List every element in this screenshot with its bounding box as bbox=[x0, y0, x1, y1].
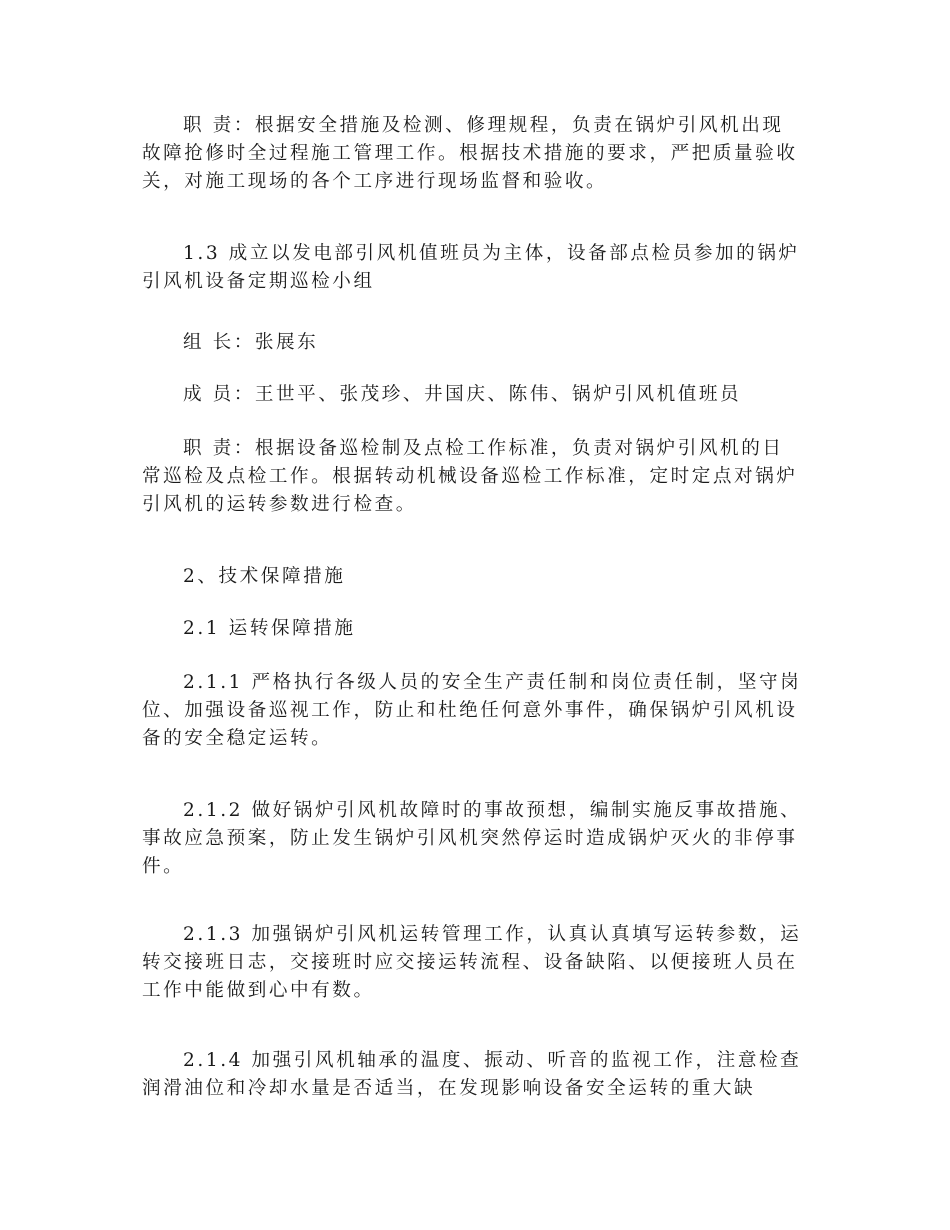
paragraph-2-1-3: 2.1.3 加强锅炉引风机运转管理工作，认真认真填写运转参数，运转交接班日志，交接班时应交接运转流程、设备缺陷、以便接班人员在工作中能做到心中有数。 bbox=[142, 924, 802, 1001]
heading-section-2: 2、技术保障措施 bbox=[183, 566, 346, 587]
heading-section-2-1: 2.1 运转保障措施 bbox=[183, 618, 356, 639]
paragraph-2-1-1: 2.1.1 严格执行各级人员的安全生产责任制和岗位责任制，坚守岗位、加强设备巡视工作，防止和杜绝任何意外事件，确保锅炉引风机设备的安全稳定运转。 bbox=[142, 672, 802, 749]
paragraph-section-1-3: 1.3 成立以发电部引风机值班员为主体，设备部点检员参加的锅炉引风机设备定期巡检小组 bbox=[142, 243, 800, 292]
paragraph-2-1-4: 2.1.4 加强引风机轴承的温度、振动、听音的监视工作，注意检查润滑油位和冷却水量是否适当，在发现影响设备安全运转的重大缺 bbox=[142, 1050, 802, 1099]
paragraph-members: 成 员：王世平、张茂珍、井国庆、陈伟、锅炉引风机值班员 bbox=[183, 384, 742, 405]
paragraph-duties-inspection: 职 责：根据设备巡检制及点检工作标准，负责对锅炉引风机的日常巡检及点检工作。根据转动机械设备巡检工作标准，定时定点对锅炉引风机的运转参数进行检查。 bbox=[142, 438, 798, 515]
paragraph-duties-repair: 职 责：根据安全措施及检测、修理规程，负责在锅炉引风机出现故障抢修时全过程施工管理工作。根据技术措施的要求，严把质量验收关，对施工现场的各个工序进行现场监督和验收。 bbox=[142, 115, 798, 192]
paragraph-2-1-2: 2.1.2 做好锅炉引风机故障时的事故预想，编制实施反事故措施、事故应急预案，防止发生锅炉引风机突然停运时造成锅炉灭火的非停事件。 bbox=[142, 800, 802, 877]
paragraph-group-leader: 组 长：张展东 bbox=[183, 332, 319, 353]
